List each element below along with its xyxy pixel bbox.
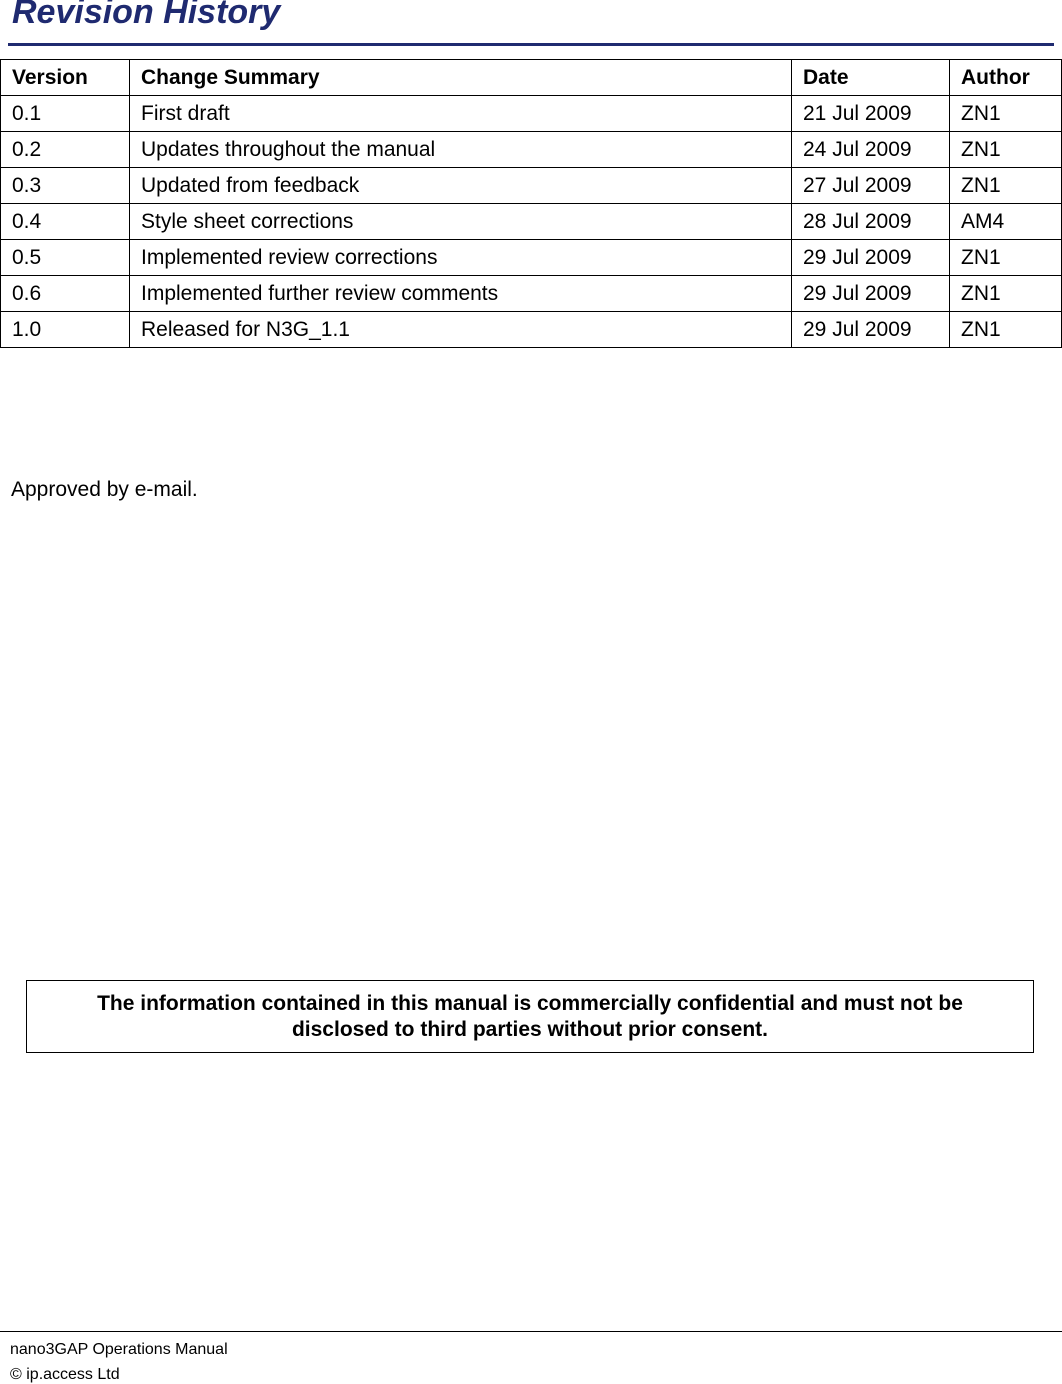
author-cell: ZN1	[950, 96, 1062, 132]
table-row	[1, 96, 1062, 132]
author-cell: ZN1	[950, 276, 1062, 312]
date-cell: 29 Jul 2009	[792, 240, 950, 276]
date-cell: 29 Jul 2009	[792, 276, 950, 312]
revision-table	[0, 59, 1062, 348]
date-cell: 29 Jul 2009	[792, 312, 950, 348]
page-title: Revision History	[12, 0, 281, 31]
change-summary-cell: Implemented review corrections	[130, 240, 792, 276]
change-summary-cell: Updated from feedback	[130, 168, 792, 204]
change-summary-cell: Style sheet corrections	[130, 204, 792, 240]
change-summary-cell: Implemented further review comments	[130, 276, 792, 312]
table-row	[1, 168, 1062, 204]
version-cell: 0.6	[1, 276, 130, 312]
confidentiality-notice-text: The information contained in this manual is commercially confidential and must not be disclosed to third parties without prior consent.	[97, 991, 963, 1041]
version-cell: 0.4	[1, 204, 130, 240]
date-cell: 28 Jul 2009	[792, 204, 950, 240]
date-cell: 27 Jul 2009	[792, 168, 950, 204]
date-cell: 24 Jul 2009	[792, 132, 950, 168]
date-cell: 21 Jul 2009	[792, 96, 950, 132]
change-summary-cell: Released for N3G_1.1	[130, 312, 792, 348]
column-header-change-summary: Change Summary	[130, 60, 792, 96]
author-cell: ZN1	[950, 240, 1062, 276]
version-cell: 0.3	[1, 168, 130, 204]
confidentiality-notice	[26, 980, 1034, 1053]
version-cell: 0.2	[1, 132, 130, 168]
change-summary-cell: Updates throughout the manual	[130, 132, 792, 168]
table-row	[1, 204, 1062, 240]
author-cell: ZN1	[950, 132, 1062, 168]
footer-document-name: nano3GAP Operations Manual	[10, 1341, 228, 1358]
footer-divider	[0, 1331, 1062, 1332]
version-cell: 0.5	[1, 240, 130, 276]
version-cell: 1.0	[1, 312, 130, 348]
column-header-version: Version	[1, 60, 130, 96]
version-cell: 0.1	[1, 96, 130, 132]
table-row	[1, 240, 1062, 276]
table-row	[1, 132, 1062, 168]
table-header-row	[1, 60, 1062, 96]
approval-note: Approved by e-mail.	[11, 478, 198, 501]
author-cell: AM4	[950, 204, 1062, 240]
author-cell: ZN1	[950, 168, 1062, 204]
title-underline	[8, 43, 1054, 46]
column-header-date: Date	[792, 60, 950, 96]
column-header-author: Author	[950, 60, 1062, 96]
table-row	[1, 276, 1062, 312]
footer-copyright: © ip.access Ltd	[10, 1366, 120, 1383]
author-cell: ZN1	[950, 312, 1062, 348]
change-summary-cell: First draft	[130, 96, 792, 132]
table-row	[1, 312, 1062, 348]
